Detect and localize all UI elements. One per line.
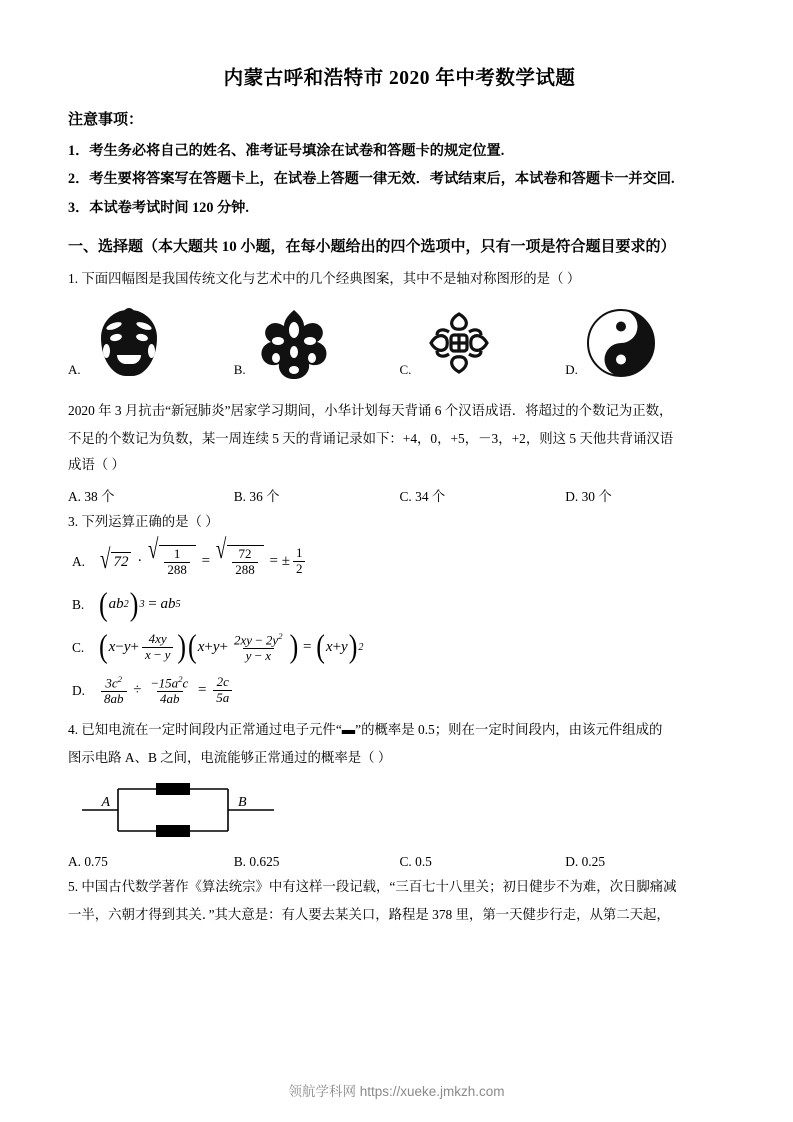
question-1-number: 1. xyxy=(68,270,79,286)
option-d-label: D. xyxy=(565,361,578,377)
question-3-option-d[interactable] xyxy=(68,674,731,708)
option-b-label: B. xyxy=(233,361,246,377)
question-4-line2: 图示电路 A、B 之间，电流能够正常通过的概率是（ ） xyxy=(68,749,392,765)
question-4-options xyxy=(68,854,731,870)
question-3-option-b[interactable] xyxy=(68,585,731,622)
question-3-stem xyxy=(68,509,731,535)
floral-ornament-icon xyxy=(254,308,334,382)
option-c[interactable]: C. 0.5 xyxy=(399,853,432,869)
question-2-stem xyxy=(68,398,731,424)
question-5-line2: 一半，六朝才得到其关．”其大意是：有人要去某关口，路程是 378 里，第一天健步行走，从第二天起， xyxy=(68,906,670,922)
question-5-stem xyxy=(68,874,731,900)
option-d-label: D. xyxy=(72,682,86,698)
notice-item-1: 1．考生务必将自己的姓名、准考证号填涂在试卷和答题卡的规定位置. xyxy=(68,143,505,159)
peking-opera-mask-icon xyxy=(89,308,169,382)
formula-b: ( ab 2 ) 3 = ab 5 xyxy=(99,585,181,622)
question-3-number: 3. xyxy=(68,514,79,530)
formula-a: √ 72 · √ $\frac{1}{288}$ = √ $\frac{72}{288}$ = ± $\frac{1}{2}$ xyxy=(98,545,308,578)
section-heading: 一、选择题（本大题共 10 小题，在每小题给出的四个选项中，只有一项是符合题目要求的） xyxy=(68,238,676,255)
footer-brand: 领航学科网 xyxy=(288,1084,356,1099)
footer xyxy=(0,1080,793,1100)
question-2-options xyxy=(68,486,731,505)
option-c[interactable] xyxy=(400,308,566,382)
question-1-options xyxy=(68,304,731,382)
option-c-label: C. xyxy=(399,361,412,377)
option-a-label: A. xyxy=(72,553,86,569)
option-a[interactable]: A. 38 个 xyxy=(68,489,115,505)
question-3-text: 下列运算正确的是（ ） xyxy=(81,514,219,530)
notice-item-2: 2．考生要将答案写在答题卡上，在试卷上答题一律无效．考试结束后，本试卷和答题卡一并交回. xyxy=(68,171,675,188)
option-b-label: B. xyxy=(72,596,85,612)
option-d[interactable] xyxy=(565,308,731,382)
notice-heading: 注意事项： xyxy=(68,112,144,128)
question-3-option-c[interactable] xyxy=(68,628,731,665)
question-2-line3: 成语（ ） xyxy=(68,457,125,473)
option-d[interactable]: D. 0.25 xyxy=(565,853,606,869)
option-d[interactable]: D. 30 个 xyxy=(565,489,612,505)
formula-d: $\frac{3c^2}{8ab}$ ÷ $\frac{-15a^2c}{4ab}$ = $\frac{2c}{5a}$ xyxy=(98,674,235,707)
option-b[interactable] xyxy=(234,308,400,382)
option-a[interactable] xyxy=(68,308,234,382)
question-4-number: 4. xyxy=(68,721,79,737)
question-4-stem xyxy=(68,717,731,743)
option-b[interactable]: B. 36 个 xyxy=(233,489,280,505)
question-5-number: 5. xyxy=(68,878,79,894)
circuit-label-b: B xyxy=(238,794,247,810)
option-c[interactable]: C. 34 个 xyxy=(399,489,446,505)
question-1-text: 下面四幅图是我国传统文化与艺术中的几个经典图案，其中不是轴对称图形的是（ ） xyxy=(81,270,581,286)
notice-item-3: 3．本试卷考试时间 120 分钟. xyxy=(68,199,249,216)
question-5-line1: 中国古代数学著作《算法统宗》中有这样一段记载，“三百七十八里关；初日健步不为难，次日脚痛减 xyxy=(81,878,677,894)
question-4-line1: 已知电流在一定时间段内正常通过电子元件“▬”的概率是 0.5；则在一定时间段内，由该元件组成的 xyxy=(81,721,663,737)
question-2-line1: 2020 年 3 月抗击“新冠肺炎”居家学习期间，小华计划每天背诵 6 个汉语成语．将超过的个数记为正数， xyxy=(68,402,673,418)
option-b[interactable]: B. 0.625 xyxy=(233,853,280,869)
option-c-label: C. xyxy=(72,639,85,655)
question-2-line2: 不足的个数记为负数，某一周连续 5 天的背诵记录如下：+4，0，+5，－3，+2，则这 5 天他共背诵汉语 xyxy=(68,431,674,447)
parallel-circuit-diagram xyxy=(78,779,731,846)
circuit-label-a: A xyxy=(101,794,110,810)
symmetric-knot-ornament-icon xyxy=(419,308,499,382)
formula-c: ( x − y + $\frac{4xy}{x - y}$ ) ( x + y + $\frac{2xy - 2y^2}{y - x}$ ) = ( x + y ) 2 xyxy=(99,628,364,665)
question-3-option-a[interactable] xyxy=(68,534,731,579)
option-a[interactable]: A. 0.75 xyxy=(68,853,108,869)
page-title: 内蒙古呼和浩特市 2020 年中考数学试题 xyxy=(223,68,576,89)
footer-url: https://xueke.jmkzh.com xyxy=(359,1084,505,1099)
taiji-yin-yang-icon xyxy=(586,308,666,382)
question-1-stem xyxy=(68,266,731,292)
option-a-label: A. xyxy=(68,361,81,377)
